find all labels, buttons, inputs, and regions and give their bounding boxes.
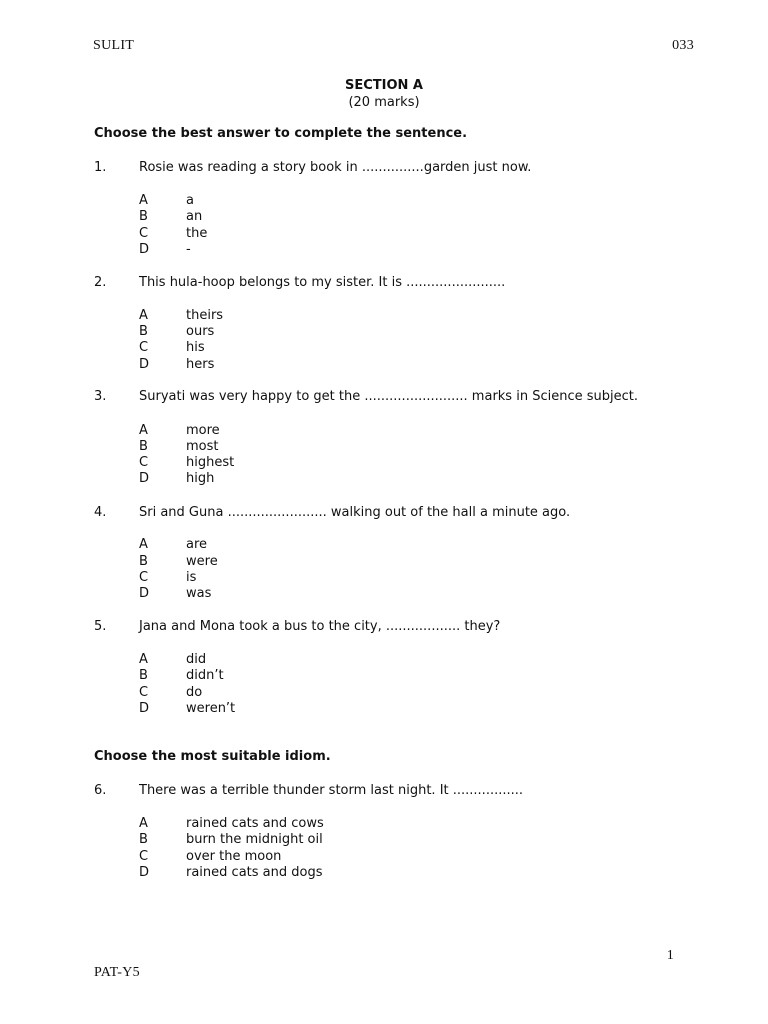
question-number: 1. [94,160,107,175]
option-letter: B [139,209,148,224]
option-letter: C [139,340,149,355]
option-letter: D [139,242,150,257]
footer-code: PAT-Y5 [94,965,140,980]
option-text: most [186,439,219,454]
option-letter: A [139,652,148,667]
instruction-complete-sentence: Choose the best answer to complete the sentence. [94,126,468,141]
option-letter: C [139,685,149,700]
option-text: was [186,586,212,601]
option-text: a [186,193,194,208]
option-text: are [186,537,208,552]
section-title: SECTION A [344,78,423,93]
header-sulit: SULIT [93,38,135,53]
option-letter: D [139,471,150,486]
option-text: over the moon [186,849,282,864]
option-text: highest [186,455,235,470]
option-text: weren’t [186,701,236,716]
option-letter: B [139,668,148,683]
option-letter: B [139,324,148,339]
option-letter: D [139,701,150,716]
question-text: Jana and Mona took a bus to the city, .................. they? [139,619,501,634]
question-text: This hula-hoop belongs to my sister. It is ........................ [139,275,506,290]
option-letter: A [139,308,148,323]
option-text: burn the midnight oil [186,832,323,847]
option-letter: C [139,849,149,864]
option-letter: A [139,193,148,208]
option-text: did [186,652,207,667]
option-text: ours [186,324,215,339]
option-text: - [186,242,191,257]
question-number: 4. [94,505,107,520]
option-text: the [186,226,208,241]
option-text: more [186,423,220,438]
option-letter: C [139,455,149,470]
option-text: high [186,471,215,486]
option-letter: A [139,537,148,552]
option-letter: A [139,816,148,831]
option-letter: D [139,586,150,601]
option-letter: C [139,570,149,585]
option-letter: B [139,554,148,569]
section-marks: (20 marks) [348,95,420,110]
option-letter: B [139,439,148,454]
question-number: 3. [94,389,107,404]
question-text: Rosie was reading a story book in ...............garden just now. [139,160,532,175]
option-text: an [186,209,203,224]
option-letter: B [139,832,148,847]
question-number: 6. [94,783,107,798]
instruction-idiom: Choose the most suitable idiom. [94,749,331,764]
option-text: rained cats and dogs [186,865,323,880]
question-text: Sri and Guna ........................ walking out of the hall a minute ago. [139,505,571,520]
option-letter: D [139,357,150,372]
question-number: 2. [94,275,107,290]
option-text: theirs [186,308,224,323]
option-text: were [186,554,218,569]
option-text: his [186,340,205,355]
option-letter: D [139,865,150,880]
header-paper-code: 033 [672,38,694,53]
page-number: 1 [666,948,674,963]
option-text: do [186,685,203,700]
option-text: rained cats and cows [186,816,324,831]
option-letter: A [139,423,148,438]
question-number: 5. [94,619,107,634]
question-text: Suryati was very happy to get the ......................... marks in Science subject. [139,389,638,404]
question-text: There was a terrible thunder storm last night. It ................. [139,783,524,798]
option-text: is [186,570,197,585]
option-text: didn’t [186,668,224,683]
option-text: hers [186,357,215,372]
option-letter: C [139,226,149,241]
